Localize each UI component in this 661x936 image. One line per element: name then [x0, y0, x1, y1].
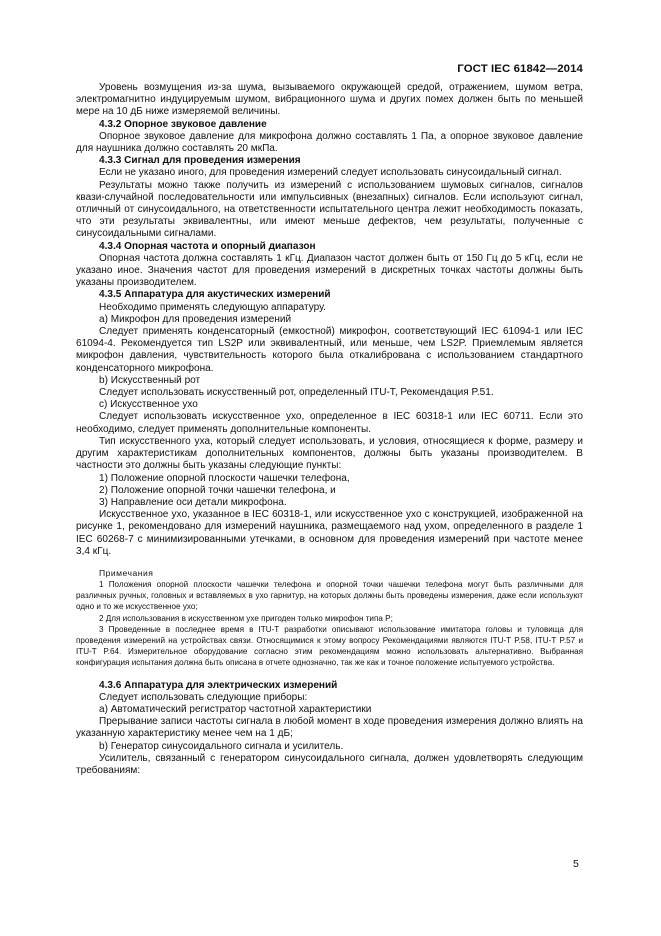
- paragraph: Следует использовать искусственный рот, определенный ITU-T, Рекомендация P.51.: [99, 387, 494, 399]
- paragraph: Следует использовать следующие приборы:: [99, 691, 308, 703]
- note-item: 3 Проведенные в последнее время в ITU-T разработки описывают использование имитатора головы и туловища для проведения измерений на устройствах связи. Относящимися к этому вопросу Рекомендациями являются ITU-T P.58, ITU-T P.57 и ITU-T P.64. Измерительное оборудование согласно этим рекомендациям можно использовать альтернативно. Выбранная конфигурация испытания должна быть описана в отчете однозначно, так же как и точное положение испытуемого устройства.: [76, 624, 583, 668]
- list-item: a) Микрофон для проведения измерений: [99, 313, 292, 325]
- paragraph: Необходимо применять следующую аппаратуру.: [99, 301, 326, 313]
- paragraph: Если не указано иного, для проведения измерений следует использовать синусоидальный сигнал.: [99, 167, 562, 179]
- note-item: 1 Положения опорной плоскости чашечки телефона и опорной точки чашечки телефона могут быть различными для различных ручных, головных и вставляемых в ухо гарнитур, на которых должны быть проведены измерения, даже если используют одно и то же искусственное ухо;: [76, 579, 583, 612]
- paragraph: Опорная частота должна составлять 1 кГц. Диапазон частот должен быть от 150 Гц до 5 кГц, если не указано иное. Значения частот для проведения измерений в дискретных точках частоты должны быть указаны производителем.: [76, 252, 583, 289]
- list-item: c) Искусственное ухо: [99, 399, 198, 411]
- paragraph: Следует использовать искусственное ухо, определенное в IEC 60318-1 или IEC 60711. Если это необходимо, следует применять дополнительные компоненты.: [76, 411, 583, 435]
- section-heading: 4.3.5 Аппаратура для акустических измерений: [99, 289, 331, 301]
- list-item: 3) Направление оси детали микрофона.: [99, 496, 287, 508]
- note-item: 2 Для использования в искусственном ухе пригоден только микрофон типа P;: [99, 613, 393, 623]
- paragraph: Усилитель, связанный с генератором синусоидального сигнала, должен удовлетворять следующим требованиям:: [76, 752, 583, 776]
- paragraph: Прерывание записи частоты сигнала в любой момент в ходе проведения измерения должно влиять на указанную характеристику менее чем на 1 дБ;: [76, 716, 583, 740]
- list-item: 2) Положение опорной точки чашечки телефона, и: [99, 484, 336, 496]
- section-heading: 4.3.4 Опорная частота и опорный диапазон: [99, 240, 316, 252]
- paragraph: Уровень возмущения из-за шума, вызываемого окружающей средой, отражением, шумом ветра, электромагнитно индуцируемым шумом, вибрационного шума и других помех должен быть по меньшей мере на 10 дБ ниже измеряемой величины.: [76, 82, 583, 118]
- list-item: a) Автоматический регистратор частотной характеристики: [99, 703, 372, 715]
- document-body: [76, 82, 583, 777]
- paragraph: Искусственное ухо, указанное в IEC 60318-1, или искусственное ухо с конструкцией, изображенной на рисунке 1, рекомендовано для измерений наушника, размещаемого над ухом, определенного в разделе 1 IEC 60268-7 с минимизированными утечками, в основном для проведения измерений при частоте менее 3,4 кГц.: [76, 509, 583, 557]
- paragraph: Следует применять конденсаторный (емкостной) микрофон, соответствующий IEC 61094-1 или IEC 61094-4. Рекомендуется тип LS2P или эквивалентный, или меньше, чем LS2P. Приемлемым является микрофон давления, чувствительность которого была откалиброванa с использованием стандартного конденсаторного микрофона.: [76, 326, 583, 374]
- list-item: b) Искусственный рот: [99, 374, 201, 386]
- paragraph: Опорное звуковое давление для микрофона должно составлять 1 Па, а опорное звуковое давление для наушника должно составлять 20 мкПа.: [76, 130, 583, 155]
- section-heading: 4.3.6 Аппаратура для электрических измерений: [99, 679, 338, 691]
- page-number: 5: [573, 858, 579, 870]
- document-header: ГОСТ IEC 61842—2014: [457, 63, 583, 75]
- paragraph: Тип искусственного уха, который следует использовать, и условия, относящиеся к форме, размеру и другим характеристикам дополнительных компонентов, должны быть указаны производителем. В частности это должны быть указаны следующие пункты:: [76, 435, 583, 472]
- section-heading: 4.3.3 Сигнал для проведения измерения: [99, 155, 301, 167]
- list-item: 1) Положение опорной плоскости чашечки телефона,: [99, 472, 350, 484]
- paragraph: Результаты можно также получить из измерений с использованием шумовых сигналов, сигналов квази-случайной последовательности или импульсивных (внезапных) сигналов. Если используют сигнал, отличный от синусоидального, на ответственности испытательного центра лежит необходимость показать, что эти результаты эквивалентны, или имеют меньше дефектов, чем результаты, полученные с синусоидальными сигналами.: [76, 179, 583, 240]
- list-item: b) Генератор синусоидального сигнала и усилитель.: [99, 740, 344, 752]
- notes-title: Примечания: [99, 567, 154, 578]
- section-heading: 4.3.2 Опорное звуковое давление: [99, 118, 267, 130]
